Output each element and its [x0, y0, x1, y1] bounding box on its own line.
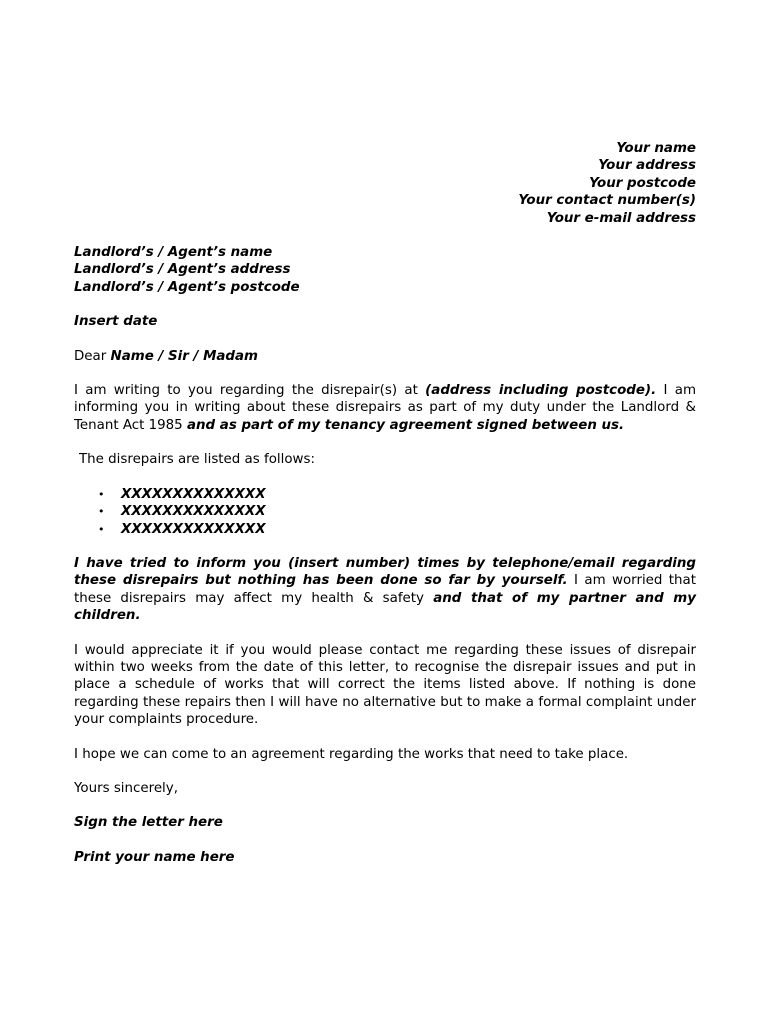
- closing: Yours sincerely,: [74, 780, 178, 796]
- intro-text-2: I am informing you in writing about these disrepairs as part of my duty under the Landlord & Tenant Act 1985: [74, 383, 696, 433]
- print-name-placeholder: Print your name here: [74, 849, 235, 865]
- sender-name: Your name: [616, 141, 696, 156]
- bullet-icon: •: [98, 505, 105, 519]
- paragraph-request: I would appreciate it if you would please contact me regarding these issues of disrepair within two weeks from the date of this letter, to recognise the disrepair issues and put in place a schedule of works that will correct the items listed above. If nothing is done regarding these repairs then I will have no alternative but to make a formal complaint under your complaints procedure.: [74, 642, 696, 728]
- sender-address: Your address: [598, 158, 696, 174]
- list-item: [74, 521, 696, 538]
- salutation-prefix: Dear: [74, 348, 111, 364]
- paragraph-attempts: [74, 555, 696, 625]
- paragraph-agreement: I hope we can come to an agreement regarding the works that need to take place.: [74, 746, 629, 762]
- recipient-postcode: Landlord’s / Agent’s postcode: [74, 279, 300, 295]
- salutation: [74, 348, 696, 365]
- sender-contact: Your contact number(s): [518, 193, 696, 209]
- intro-address-placeholder: (address including postcode).: [425, 383, 657, 399]
- recipient-address: Landlord’s / Agent’s address: [74, 262, 291, 278]
- intro-tenancy-clause: and as part of my tenancy agreement signed between us.: [186, 417, 625, 433]
- paragraph-intro: [74, 382, 696, 434]
- sender-email: Your e-mail address: [546, 210, 696, 226]
- disrepair-item-3: XXXXXXXXXXXXXX: [121, 521, 266, 537]
- signature-placeholder: Sign the letter here: [74, 815, 223, 831]
- letter: [74, 140, 696, 883]
- letter-date: Insert date: [74, 314, 158, 330]
- salutation-name: Name / Sir / Madam: [110, 348, 259, 364]
- attempts-statement: I have tried to inform you (insert number) times by telephone/email regarding these disrepairs but nothing has been done so far by yourself.: [74, 555, 696, 589]
- recipient-block: [74, 244, 696, 296]
- attempts-text: I am worried that these disrepairs may affect my health & safety: [74, 573, 696, 606]
- disrepair-list: [74, 486, 696, 538]
- recipient-name: Landlord’s / Agent’s name: [74, 245, 273, 261]
- bullet-icon: •: [98, 487, 105, 501]
- intro-text-1: I am writing to you regarding the disrepair(s) at: [74, 383, 426, 399]
- list-item: [74, 486, 696, 503]
- disrepair-item-1: XXXXXXXXXXXXXX: [121, 486, 266, 502]
- disrepair-item-2: XXXXXXXXXXXXXX: [121, 504, 266, 520]
- attempts-family-clause: and that of my partner and my children.: [74, 590, 696, 624]
- sender-block: [74, 140, 696, 227]
- list-item: [74, 503, 696, 520]
- list-intro: The disrepairs are listed as follows:: [79, 452, 315, 468]
- sender-postcode: Your postcode: [589, 175, 696, 191]
- bullet-icon: •: [98, 522, 105, 536]
